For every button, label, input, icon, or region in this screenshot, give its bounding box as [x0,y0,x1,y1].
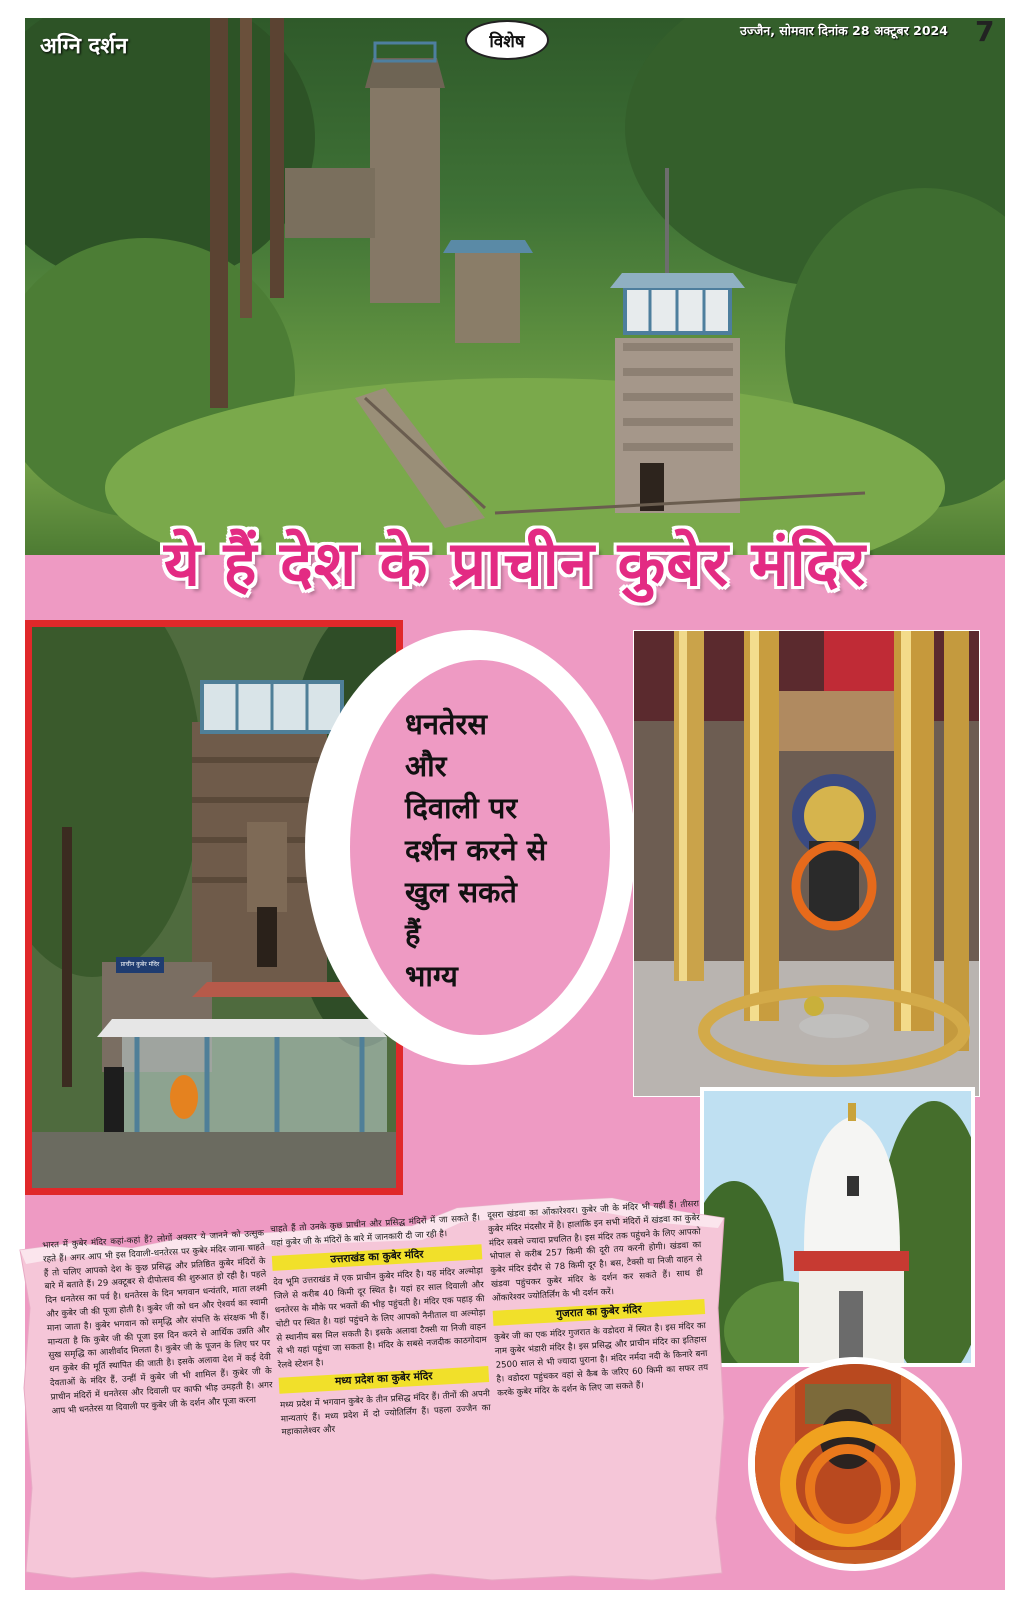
article-gujarat: कुबेर जी का एक मंदिर गुजरात के वडोदरा में स्थित है। इस मंदिर का नाम कुबेर भंडारी मंदिर है। इस प्रसिद्ध और प्राचीन मंदिर का इतिहास 2500 साल से भी ज्यादा पुराना है। मंदिर नर्मदा नदी के किनारे बना है। वडोदरा पहुंचकर वहां से कैब के जरिए 60 किमी का सफर तय करके कुबेर मंदिर के दर्शन के लिए जा सकते हैं। [493,1321,709,1399]
subheading-line: धनतेरस [405,707,487,741]
subheading [405,703,625,997]
article-paper [12,1188,732,1588]
article-madhya-pradesh: मध्य प्रदेश में भगवान कुबेर के तीन प्रसिद्ध मंदिर हैं। तीनों की अपनी मान्यताएं हैं। मध्य प्रदेश में दो ज्योतिर्लिंग हैं। पहला उज्जैन का महाकालेश्वर और [279,1388,491,1439]
subheading-line: दर्शन करने से [405,833,547,867]
temple-complex-photo [25,18,1005,558]
subtitle-madhya-pradesh: मध्य प्रदेश का कुबेर मंदिर [279,1366,490,1393]
gujarat-idol-photo [748,1357,962,1571]
page-headline: ये हैं देश के प्राचीन कुबेर मंदिर [163,527,867,600]
section-name: अग्नि दर्शन [40,34,128,59]
article-column-3 [487,1198,709,1401]
subtitle-uttarakhand: उत्तराखंड का कुबेर मंदिर [272,1244,483,1271]
temple-sign: प्राचीन कुबेर मंदिर [120,961,160,968]
subheading-line: भाग्य [405,959,458,993]
subheading-line: और [405,749,447,783]
article-column-2 [270,1212,492,1441]
subheading-line: दिवाली पर [405,791,518,825]
article-uttarakhand: देव भूमि उत्तराखंड में एक प्राचीन कुबेर मंदिर है। यह मंदिर अल्मोड़ा जिले से करीब 40 किमी दूर स्थित है। यहां हर साल दिवाली और धनतेरस के मौके पर भक्तों की भीड़ पहुंचती है। मंदिर एक पहाड़ की चोटी पर स्थित है। यहां पहुंचने के लिए आपको नैनीताल या अल्मोड़ा से स्थानीय बस मिल सकती है। इसके अलावा टैक्सी या निजी वाहन से भी यहां पहुंचा जा सकता है। मंदिर के सबसे नजदीक काठगोदाम रेलवे स्टेशन है। [273,1266,488,1371]
subheading-line: खुल सकते [405,875,517,909]
article-col2-top: चाहते हैं तो उनके कुछ प्राचीन और प्रसिद्ध मंदिरों में जा सकते हैं। यहां कुबेर जी के मंदिरों के बारे में जानकारी दी जा रही है। [270,1213,481,1249]
article-column-1 [42,1228,274,1419]
gujarat-temple-photo [700,1087,975,1367]
special-badge: विशेष [465,20,549,60]
article-col3-top: दूसरा खंडवा का ओंकारेश्वर। कुबेर जी के मंदिर भी यहीं हैं। तीसरा कुबेर मंदिर मंदसौर में है। हालांकि इन सभी मंदिरों में खंडवा का कुबेर मंदिर सबसे ज्यादा प्रचलित है। इस मंदिर तक पहुंचने के लिए आपको भोपाल से करीब 257 किमी की दूरी तय करनी होगी। खंडवा का कुबेर मंदिर इंदौर से 78 किमी दूर है। बस, टैक्सी या निजी वाहन से खंडवा पहुंचकर कुबेर मंदिर के दर्शन कर सकते हैं। साथ ही ओंकारेश्वर ज्योतिर्लिंग के भी दर्शन करें। [487,1199,704,1304]
page-number: 7 [975,15,995,48]
subtitle-gujarat: गुजरात का कुबेर मंदिर [493,1299,706,1327]
subheading-line: हैं [405,917,421,951]
dateline: उज्जैन, सोमवार दिनांक 28 अक्टूबर 2024 [740,23,948,38]
article-intro: भारत में कुबेर मंदिर कहां-कहां हैं? लोगों अक्सर ये जानने को उत्सुक रहते हैं। अगर आप भी इस दिवाली-धनतेरस पर कुबेर मंदिर जाना चाहते हैं तो चलिए आपको देश के कुछ प्रसिद्ध और प्रतिष्ठित कुबेर मंदिरों के बारे में बताते हैं। 29 अक्टूबर से दीपोत्सव की शुरुआत हो रही है। पहले दिन धनतेरस का पर्व है। धनतेरस के दिन भगवान धन्वंतरि, माता लक्ष्मी और कुबेर जी की पूजा होती है। कुबेर जी को धन और ऐश्वर्य का स्वामी माना जाता है। कुबेर भगवान को समृद्धि और संपत्ति के संरक्षक भी हैं। मान्यता है कि कुबेर जी की पूजा इस दिन करने से आर्थिक उन्नति और सुख समृद्धि का आशीर्वाद मिलता है। कुबेर जी के पूजन के लिए घर पर धन कुबेर की मूर्ति स्थापित की जाती है। इसके अलावा देश में कई देवी देवताओं के मंदिर हैं, उन्हीं में कुबेर जी भी शामिल हैं। कुबेर जी के प्राचीन मंदिरों में धनतेरस और दिवाली पर काफी भीड़ उमड़ती है। अगर आप भी धनतेरस या दिवाली पर कुबेर जी के दर्शन और पूजा करना [42,1228,273,1417]
kuber-idol-photo [633,630,980,1097]
